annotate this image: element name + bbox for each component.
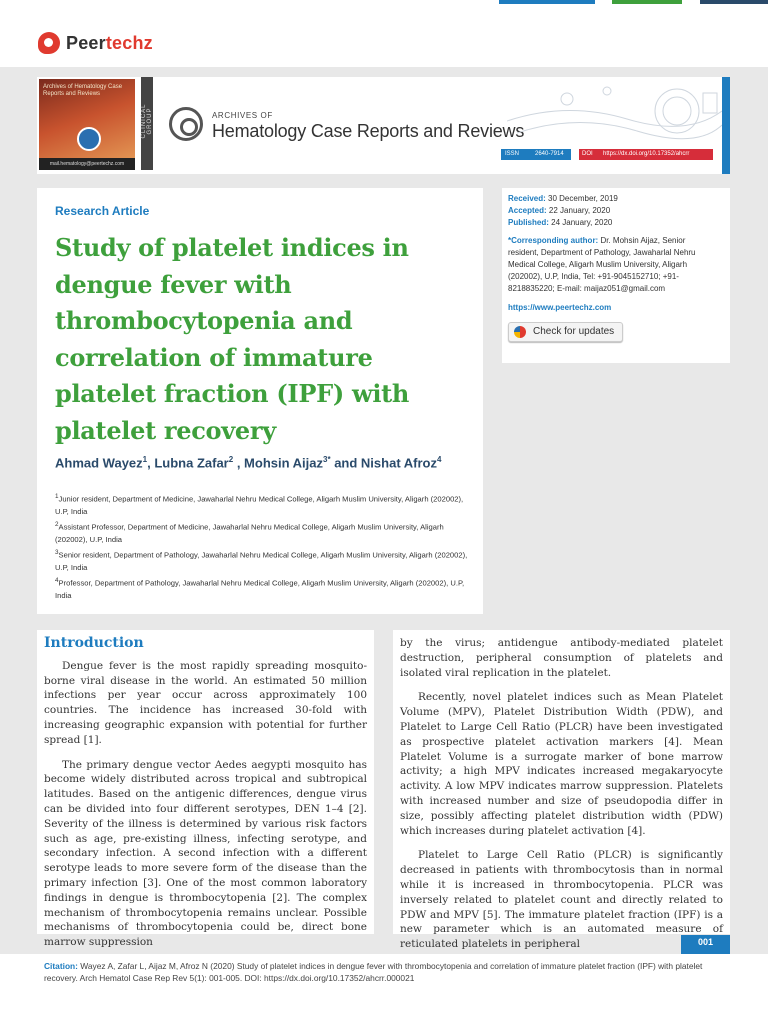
author-1[interactable]: Ahmad Wayez [55, 455, 143, 471]
article-info [508, 193, 718, 342]
affiliation-4-sup: 4 [55, 577, 59, 584]
peertechz-logo-icon [38, 32, 60, 54]
top-strip-navy [700, 0, 768, 4]
check-updates-label: Check for updates [533, 326, 615, 337]
check-updates-button[interactable] [508, 322, 623, 342]
paragraph: Dengue fever is the most rapidly spreading mosquito-borne viral disease in the world. An estimated 50 million infections per year occur across approximately 100 countries. The incidence has increased 30-fold with increasing geographic expansion with potential for further spread [1]. [44, 659, 367, 746]
affiliation-2 [55, 519, 475, 546]
author-1-sup: 1 [142, 455, 148, 464]
logo-text-part2: techz [105, 32, 153, 53]
affiliation-2-sup: 2 [55, 521, 59, 528]
paragraph: Platelet to Large Cell Ratio (PLCR) is significantly decreased in patients with thrombocytosis than in normal while it is increased in thrombocytopenia. PLCR was inversely related to platelet count and directly related to PDW and MPV [5]. The immature platelet fraction (IPF) is a new parameter which is an automated measure of reticulated platelets in peripheral [400, 849, 723, 951]
published-label: Published: [508, 218, 549, 227]
affiliation-3 [55, 547, 475, 574]
corresponding-author [508, 235, 718, 295]
top-strip-blue [499, 0, 595, 4]
publisher-url-link[interactable]: https://www.peertechz.com [508, 303, 612, 312]
author-4-sup: 4 [437, 455, 442, 464]
top-strip-green [612, 0, 682, 4]
accepted-line [508, 205, 718, 217]
accepted-label: Accepted: [508, 206, 547, 215]
author-sep-2: , [233, 455, 245, 471]
article-type: Research Article [55, 204, 150, 218]
journal-logo-icon [169, 107, 203, 141]
page-number: 001 [681, 935, 730, 954]
affiliation-1 [55, 491, 475, 518]
citation [44, 961, 728, 984]
affiliation-3-sup: 3 [55, 549, 59, 556]
author-2[interactable]: Lubna Zafar [154, 455, 229, 471]
cover-title: Archives of Hematology Case Reports and Reviews [43, 84, 123, 97]
clinical-group-strip [141, 77, 153, 170]
intro-left-text [44, 636, 367, 960]
affiliation-1-text: Junior resident, Department of Medicine, Jawaharlal Nehru Medical College, Aligarh Muslim University, Aligarh (202002), U.P, India [55, 494, 464, 516]
paragraph: by the virus; antidengue antibody-mediated platelet destruction, peripheral consumption of platelets and isolated viral replication in the platelet. [400, 637, 723, 679]
published-date: 24 January, 2020 [551, 218, 613, 227]
paragraph: Recently, novel platelet indices such as Mean Platelet Volume (MPV), Platelet Distribution Width (PDW), and Platelet to Large Cell Ratio (PLCR) have been investigated as prospective platelet activation markers [4]. Mean Platelet Volume is a surrogate marker of bone marrow activity; a high MPV indicates increased megakaryocyte activity. A low MPV indicates marrow suppression. Platelets with increased number and size of pseudopodia differ in size, possibly affecting platelet distribution width (PDW) which increases during platelet activation [4]. [400, 691, 723, 837]
paragraph: The primary dengue vector Aedes aegypti mosquito has become widely distributed across tropical and subtropical latitudes. Based on the antigenic differences, dengue virus can be divided into four different serotypes, DEN 1–4 [2]. Severity of the illness is determined by various risk factors such as age, pre-existing illness, infecting serotype, and secondary infection. A second infection with a different serotype leads to more severe form of the disease than the primary infection [3]. One of the most common laboratory findings in dengue is thrombocytopenia [2]. The complex mechanism of thrombocytopenia remains unclear. Possible mechanisms of thrombocytopenia could be, direct bone marrow suppression [44, 758, 367, 949]
affiliation-2-text: Assistant Professor, Department of Medicine, Jawaharlal Nehru Medical College, Aligarh Muslim University, Aligarh (202002), U.P, India [55, 522, 444, 544]
author-4[interactable]: Nishat Afroz [360, 455, 437, 471]
received-label: Received: [508, 194, 546, 203]
corresponding-label: *Corresponding author: [508, 236, 599, 245]
author-sep-3: and [330, 455, 361, 471]
author-2-sup: 2 [228, 455, 234, 464]
publisher-logo[interactable] [38, 32, 153, 54]
citation-text: Wayez A, Zafar L, Aijaz M, Afroz N (2020) Study of platelet indices in dengue fever with thrombocytopenia and correlation of immature platelet fraction (IPF) with platelet recovery. Arch Hematol Case Rep Rev 5(1): 001-005. DOI: https://dx.doi.org/10.17352/ahcrr.000021 [44, 961, 703, 983]
banner-accent-bar [722, 77, 730, 174]
affiliation-4-text: Professor, Department of Pathology, Jawaharlal Nehru Medical College, Aligarh Muslim University, Aligarh (202002), U.P, India [55, 578, 465, 600]
logo-text-part1: Peer [66, 32, 106, 53]
intro-right-text [400, 636, 723, 962]
affiliation-3-text: Senior resident, Department of Pathology, Jawaharlal Nehru Medical College, Aligarh Muslim University, Aligarh (202002), U.P, India [55, 550, 468, 572]
affiliation-4 [55, 575, 475, 602]
journal-prefix: ARCHIVES OF [212, 111, 273, 120]
corresponding-text: Dr. Mohsin Aijaz, Senior resident, Department of Pathology, Jawaharlal Nehru Medical College, Aligarh Muslim University, Aligarh (202002), U.P, India, Tel: +91-9045152710; +91-8218835220; E-mail: maijaz051@gmail.com [508, 236, 696, 293]
author-3[interactable]: Mohsin Aijaz [244, 455, 324, 471]
title-card [37, 188, 483, 614]
published-line [508, 217, 718, 229]
received-date: 30 December, 2019 [548, 194, 618, 203]
journal-banner [37, 77, 730, 174]
journal-cover-image[interactable] [39, 79, 135, 170]
journal-name: Hematology Case Reports and Reviews [212, 121, 525, 141]
clinical-group-label: CLINICAL GROUP [141, 103, 153, 139]
body-column-left [37, 630, 374, 949]
author-list [55, 450, 455, 472]
section-heading-introduction: Introduction [44, 635, 144, 651]
author-sep-1: , [147, 455, 155, 471]
doi-label: DOI [579, 149, 602, 160]
issn-label: ISSN [501, 149, 535, 160]
received-line [508, 193, 718, 205]
article-title: Study of platelet indices in dengue fever with thrombocytopenia and correlation of immature platelet fraction (IPF) with platelet recovery [55, 233, 410, 445]
citation-label: Citation: [44, 961, 78, 971]
author-3-sup: 3* [323, 455, 331, 464]
accepted-date: 22 January, 2020 [548, 206, 611, 215]
affiliation-1-sup: 1 [55, 493, 59, 500]
doi-link[interactable]: https://dx.doi.org/10.17352/ahcrr [601, 149, 713, 160]
crossmark-icon [514, 326, 526, 338]
cover-email: mail.hematology@peertechz.com [39, 158, 135, 170]
issn-value: 2640-7914 [533, 149, 571, 160]
cover-badge-icon [77, 127, 101, 151]
banner-decoration-icon [507, 81, 722, 145]
